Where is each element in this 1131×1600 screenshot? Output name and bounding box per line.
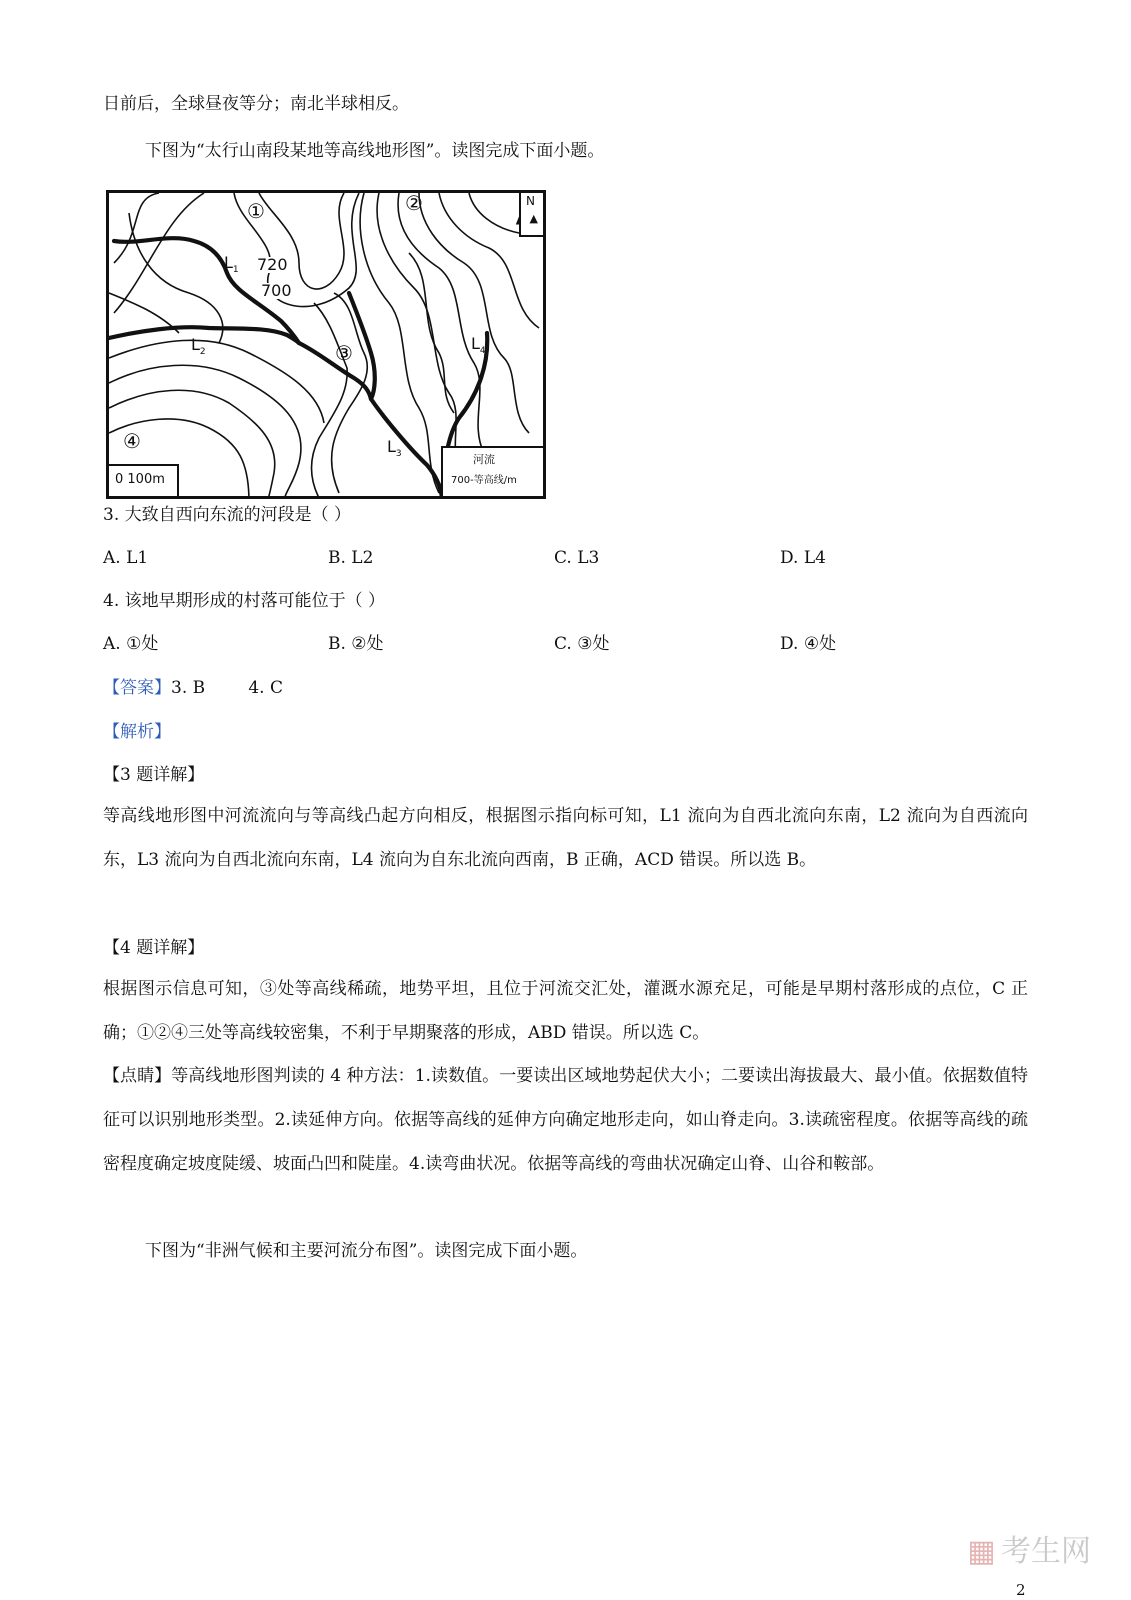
q4-option-a: A. ①处	[103, 634, 159, 654]
answer-text: 3. B 4. C	[171, 678, 283, 698]
river-label-l3: $L_3$	[387, 437, 402, 460]
contour-label-700: 700	[261, 281, 292, 300]
north-arrow-icon: ▲	[529, 212, 538, 225]
q3-option-b: B. L2	[328, 548, 374, 568]
text-line: 日前后，全球昼夜等分；南北半球相反。	[103, 94, 409, 114]
logo-mark-icon: ▦	[967, 1534, 996, 1569]
site-3-label: ③	[335, 341, 353, 365]
page-number: 2	[1016, 1581, 1026, 1599]
contour-label-720: 720	[257, 255, 288, 274]
river-label-l2: $L_2$	[191, 335, 206, 358]
figure-intro-1: 下图为“太行山南段某地等高线地形图”。读图完成下面小题。	[145, 141, 605, 161]
site-4-label: ④	[123, 429, 141, 453]
legend-contour-label: 700-等高线/m	[451, 475, 517, 486]
answer-label: 【答案】	[103, 678, 171, 698]
q3-option-d: D. L4	[780, 548, 826, 568]
q4-detail-text: 根据图示信息可知，③处等高线稀疏，地势平坦，且位于河流交汇处，灌溉水源充足，可能是早期村落形成的点位，C 正确；①②④三处等高线较密集，不利于早期聚落的形成，ABD 错误。所以选 C。	[103, 979, 1028, 1043]
river-label-l1: $L_1$	[224, 253, 239, 276]
question-4: 4. 该地早期形成的村落可能位于（ ）	[103, 591, 386, 611]
q3-detail-text: 等高线地形图中河流流向与等高线凸起方向相反，根据图示指向标可知，L1 流向为自西北流向东南，L2 流向为自西流向东，L3 流向为自西北流向东南，L4 流向为自东北流向西南，B 正确，ACD 错误。所以选 B。	[103, 806, 1028, 870]
watermark-logo: ▦ 考生网	[967, 1534, 1091, 1569]
site-1-label: ①	[247, 199, 265, 223]
contour-map	[106, 190, 546, 499]
q3-detail-heading: 【3 题详解】	[103, 765, 205, 785]
river-label-l4: $L_4$	[471, 334, 486, 357]
legend-box	[441, 446, 543, 496]
site-2-label: ②	[405, 191, 423, 215]
north-label: N	[526, 194, 535, 208]
answer-line	[103, 680, 283, 697]
analysis-label: 【解析】	[103, 722, 171, 742]
figure-intro-2: 下图为“非洲气候和主要河流分布图”。读图完成下面小题。	[145, 1241, 588, 1261]
q4-option-b: B. ②处	[328, 634, 384, 654]
q4-detail-heading: 【4 题详解】	[103, 938, 205, 958]
q3-option-c: C. L3	[554, 548, 600, 568]
question-3: 3. 大致自西向东流的河段是（ ）	[103, 505, 352, 525]
tip-text: 【点睛】等高线地形图判读的 4 种方法：1.读数值。一要读出区域地势起伏大小；二要读出海拔最大、最小值。依据数值特征可以识别地形类型。2.读延伸方向。依据等高线的延伸方向确定地形走向，如山脊走向。3.读疏密程度。依据等高线的疏密程度确定坡度陡缓、坡面凸凹和陡崖。4.读弯曲状况。依据等高线的弯曲状况确定山脊、山谷和鞍部。	[103, 1066, 1028, 1174]
scale-label: 0 100m	[115, 472, 165, 487]
q4-option-d: D. ④处	[780, 634, 837, 654]
q3-option-a: A. L1	[103, 548, 149, 568]
legend-river-label: 河流	[473, 453, 495, 466]
q4-option-c: C. ③处	[554, 634, 610, 654]
